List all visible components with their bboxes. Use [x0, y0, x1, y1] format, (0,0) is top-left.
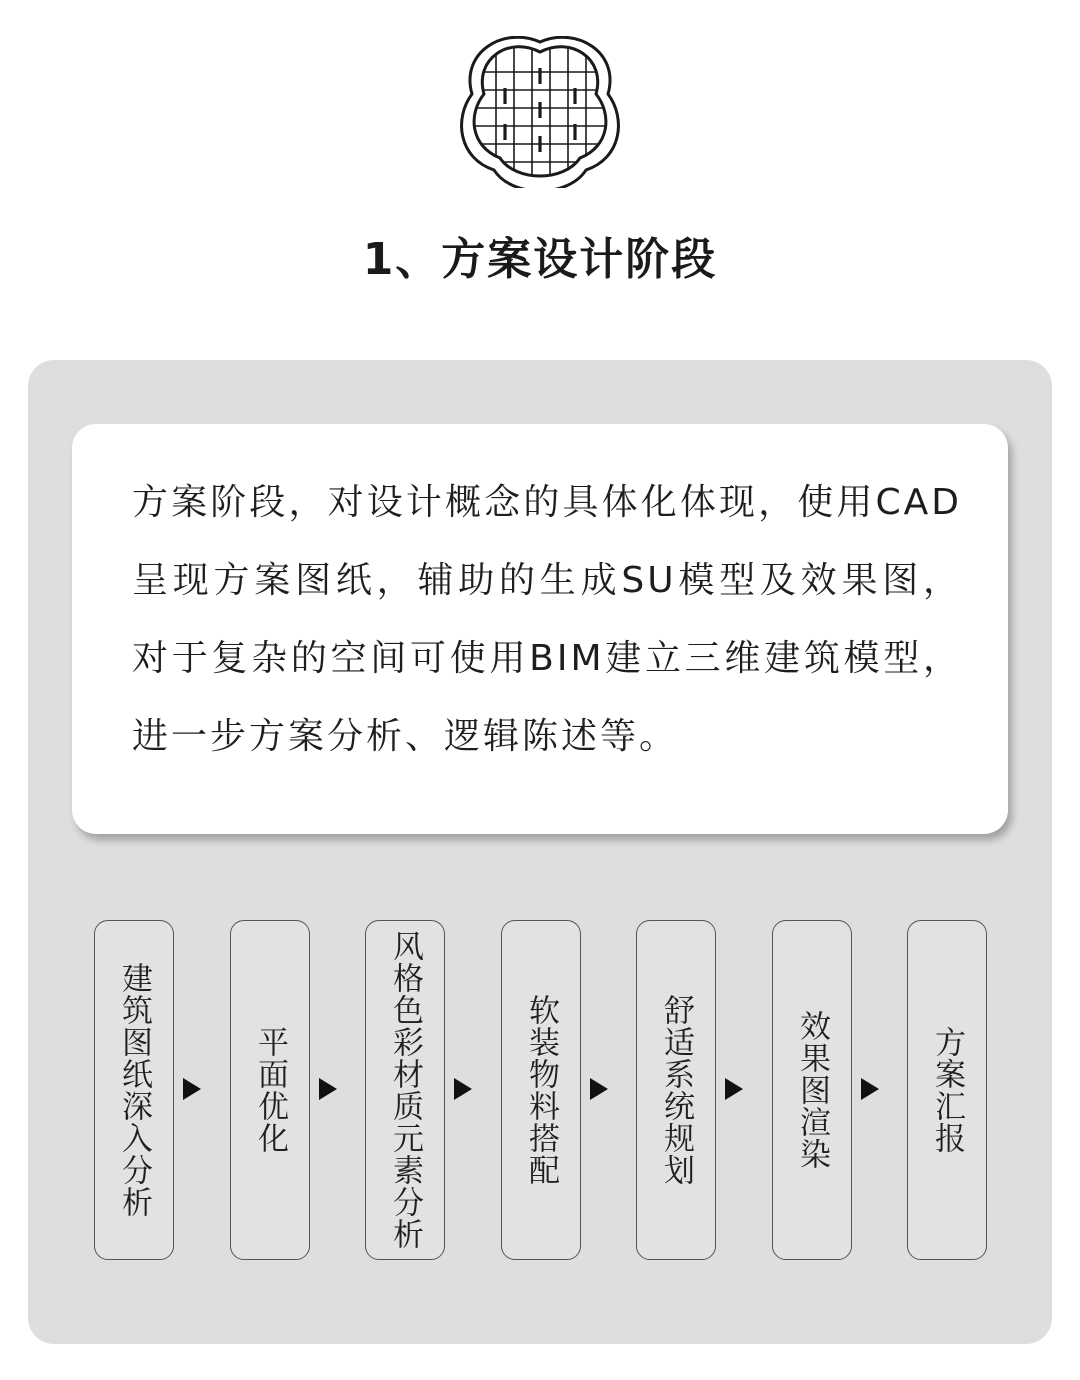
flow-step-label: 平面优化 [252, 1026, 288, 1154]
flow-step-label: 建筑图纸深入分析 [116, 962, 152, 1218]
flow-step [636, 920, 716, 1260]
flow-step [230, 920, 310, 1260]
description-text: 方案阶段，对设计概念的具体化体现，使用CAD呈现方案图纸，辅助的生成SU模型及效果图，对于复杂的空间可使用BIM建立三维建筑模型，进一步方案分析、逻辑陈述等。 [132, 482, 962, 757]
grid-seal-icon [460, 36, 620, 188]
flow-step [772, 920, 852, 1260]
section-title: 1、方案设计阶段 [362, 234, 718, 285]
flow-step [365, 920, 445, 1260]
flow-step-label: 软装物料搭配 [523, 994, 559, 1186]
flow-step [501, 920, 581, 1260]
description-card [72, 424, 1008, 834]
flow-step-label: 舒适系统规划 [658, 994, 694, 1186]
flow-step [907, 920, 987, 1260]
flow-step-label: 风格色彩材质元素分析 [387, 930, 423, 1250]
flow-step [94, 920, 174, 1260]
flow-step-label: 方案汇报 [929, 1026, 965, 1154]
flow-step-label: 效果图渲染 [794, 1010, 830, 1170]
